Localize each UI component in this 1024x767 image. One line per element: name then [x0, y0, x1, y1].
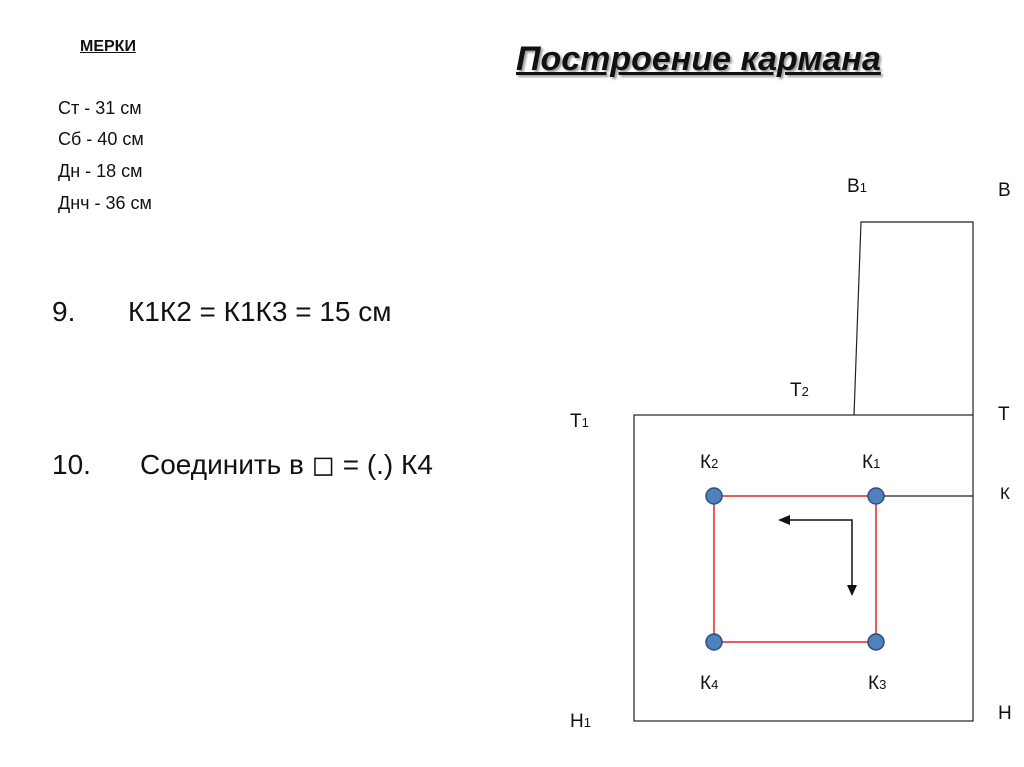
step-number: 9. — [52, 296, 76, 327]
label-t: Т — [998, 404, 1010, 425]
point-k4 — [706, 634, 722, 650]
label-k1: К1 — [862, 452, 881, 473]
main-rectangle — [634, 415, 973, 721]
label-b: В — [998, 180, 1011, 201]
point-k2 — [706, 488, 722, 504]
direction-arrow — [788, 520, 852, 588]
arrow-head-down — [847, 585, 857, 596]
step-text: К1К2 = К1К3 = 15 см — [128, 296, 392, 327]
upper-part-outline — [854, 222, 973, 415]
label-t2: Т2 — [790, 380, 809, 401]
arrow-head-left — [778, 515, 790, 525]
label-b1: В1 — [847, 176, 867, 197]
label-t1: Т1 — [570, 411, 589, 432]
page-title: Построение кармана — [516, 40, 881, 78]
measure-st: Ст - 31 см — [58, 98, 142, 118]
measure-sb: Сб - 40 см — [58, 129, 144, 149]
step-number: 10. — [52, 449, 91, 480]
measure-dn: Дн - 18 см — [58, 161, 143, 181]
label-k: К — [1000, 484, 1010, 503]
label-h1: Н1 — [570, 711, 591, 732]
point-k3 — [868, 634, 884, 650]
measure-dnch: Днч - 36 см — [58, 193, 152, 213]
point-k1 — [868, 488, 884, 504]
label-k3: К3 — [868, 673, 887, 694]
label-k4: К4 — [700, 673, 719, 694]
step-text: Соединить в ◻ = (.) К4 — [140, 449, 433, 480]
label-k2: К2 — [700, 452, 719, 473]
measures-title: МЕРКИ — [80, 38, 136, 55]
label-h: Н — [998, 703, 1012, 724]
